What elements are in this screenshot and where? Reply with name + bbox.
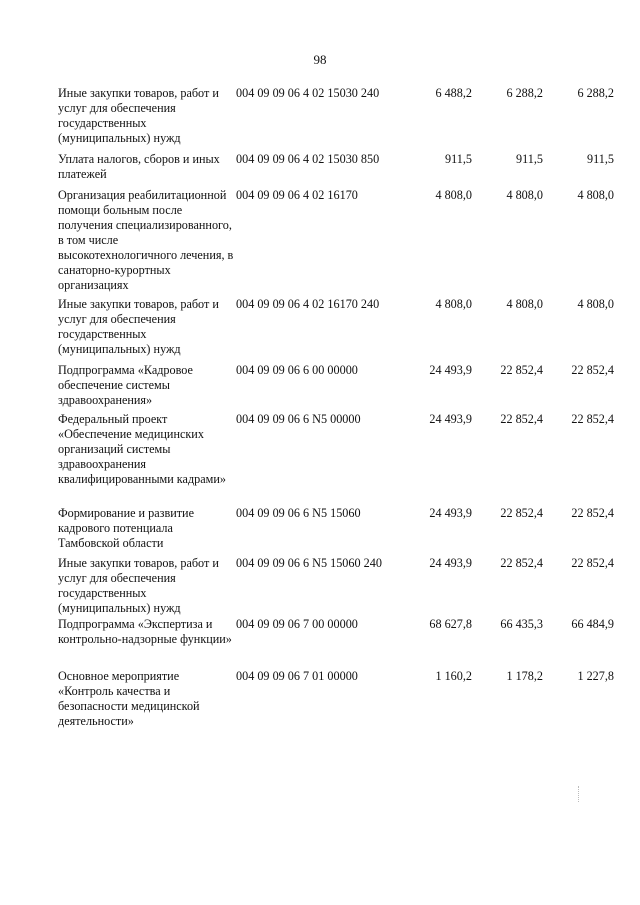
row-name: Основное мероприятие «Контроль качества и безопасности медицинской деятельности»: [58, 669, 200, 728]
row-value-3: 4 808,0: [577, 188, 614, 202]
row-value-2: 4 808,0: [506, 188, 543, 202]
row-code: 004 09 09 06 6 00 00000: [236, 363, 358, 377]
row-value-1: 4 808,0: [435, 297, 472, 311]
row-value-3: 911,5: [587, 152, 614, 166]
row-value-3: 66 484,9: [571, 617, 614, 631]
row-value-3: 22 852,4: [571, 506, 614, 520]
row-code: 004 09 09 06 4 02 16170: [236, 188, 358, 202]
row-value-1: 24 493,9: [429, 556, 472, 570]
row-name: Подпрограмма «Экспертиза и контрольно-надзорные функции»: [58, 617, 232, 646]
row-name: Иные закупки товаров, работ и услуг для обеспечения государственных (муниципальных) нужд: [58, 556, 219, 615]
row-value-2: 1 178,2: [506, 669, 543, 683]
row-value-3: 1 227,8: [577, 669, 614, 683]
row-value-1: 24 493,9: [429, 363, 472, 377]
row-name: Подпрограмма «Кадровое обеспечение системы здравоохранения»: [58, 363, 193, 407]
scan-mark: [578, 786, 581, 802]
row-code: 004 09 09 06 6 N5 15060: [236, 506, 361, 520]
row-name: Иные закупки товаров, работ и услуг для обеспечения государственных (муниципальных) нужд: [58, 86, 219, 145]
row-code: 004 09 09 06 4 02 15030 240: [236, 86, 380, 100]
row-value-2: 22 852,4: [500, 363, 543, 377]
row-value-1: 911,5: [445, 152, 472, 166]
row-code: 004 09 09 06 7 00 00000: [236, 617, 358, 631]
row-code: 004 09 09 06 6 N5 00000: [236, 412, 361, 426]
row-value-1: 4 808,0: [435, 188, 472, 202]
row-value-2: 6 288,2: [506, 86, 543, 100]
row-value-3: 22 852,4: [571, 412, 614, 426]
row-name: Иные закупки товаров, работ и услуг для обеспечения государственных (муниципальных) нужд: [58, 297, 219, 356]
row-value-3: 6 288,2: [577, 86, 614, 100]
row-name: Формирование и развитие кадрового потенциала Тамбовской области: [58, 506, 194, 550]
row-value-2: 4 808,0: [506, 297, 543, 311]
row-value-2: 22 852,4: [500, 506, 543, 520]
row-code: 004 09 09 06 7 01 00000: [236, 669, 358, 683]
row-value-3: 22 852,4: [571, 363, 614, 377]
row-value-1: 6 488,2: [435, 86, 472, 100]
row-code: 004 09 09 06 4 02 16170 240: [236, 297, 380, 311]
row-value-2: 911,5: [516, 152, 543, 166]
row-name: Организация реабилитационной помощи больным после получения специализированного, в том числе высокотехнологичного лечения, в санаторно-курортных организациях: [58, 188, 234, 292]
page-number: 98: [313, 52, 327, 67]
row-name: Уплата налогов, сборов и иных платежей: [58, 152, 220, 181]
row-value-2: 22 852,4: [500, 412, 543, 426]
row-name: Федеральный проект «Обеспечение медицинских организаций системы здравоохранения квалифицированными кадрами»: [58, 412, 226, 486]
row-value-3: 4 808,0: [577, 297, 614, 311]
row-value-1: 24 493,9: [429, 506, 472, 520]
row-value-2: 66 435,3: [500, 617, 543, 631]
row-value-3: 22 852,4: [571, 556, 614, 570]
row-code: 004 09 09 06 6 N5 15060 240: [236, 556, 382, 570]
row-value-1: 68 627,8: [429, 617, 472, 631]
row-value-1: 1 160,2: [435, 669, 472, 683]
row-value-1: 24 493,9: [429, 412, 472, 426]
row-value-2: 22 852,4: [500, 556, 543, 570]
row-code: 004 09 09 06 4 02 15030 850: [236, 152, 380, 166]
